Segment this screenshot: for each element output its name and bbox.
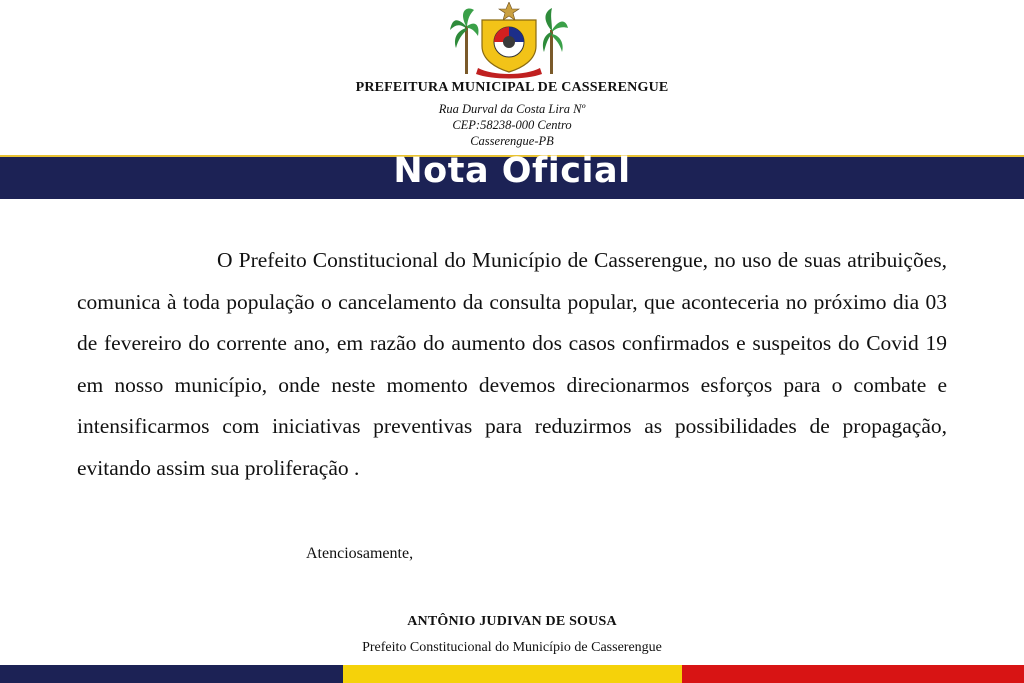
palm-tree-left-icon: [450, 9, 479, 74]
closing-salutation: Atenciosamente,: [306, 545, 414, 562]
address-city: Casserengue-PB: [470, 134, 554, 148]
signer-name: ANTÔNIO JUDIVAN DE SOUSA: [407, 614, 617, 629]
notice-paragraph: O Prefeito Constitucional do Município de Casserengue, no uso de suas atribuições, comunica à toda população o cancelamento da consulta popular, que aconteceria no próximo dia 03 de fevereiro do corrente ano, em razão do aumento dos casos confirmados e suspeitos do Covid 19 em nosso município, onde neste momento devemos direcionarmos esforços para o combate e intensificarmos com iniciativas preventivas para reduzirmos as possibilidades de propagação, evitando assim sua proliferação .: [77, 248, 947, 480]
footer-stripe-red: [682, 665, 1024, 683]
organization-name: PREFEITURA MUNICIPAL DE CASSERENGUE: [355, 80, 669, 95]
address-street: Rua Durval da Costa Lira Nº: [438, 102, 586, 116]
signer-title: Prefeito Constitucional do Município de Casserengue: [362, 640, 662, 655]
municipal-coat-of-arms-icon: [448, 2, 570, 80]
footer-stripe-blue: [0, 665, 343, 683]
agave-plant-right-icon: [543, 8, 568, 74]
footer-stripe-yellow: [343, 665, 682, 683]
star-icon: [499, 2, 519, 20]
address-postal: CEP:58238-000 Centro: [452, 118, 572, 132]
document-title: Nota Oficial: [393, 151, 631, 191]
